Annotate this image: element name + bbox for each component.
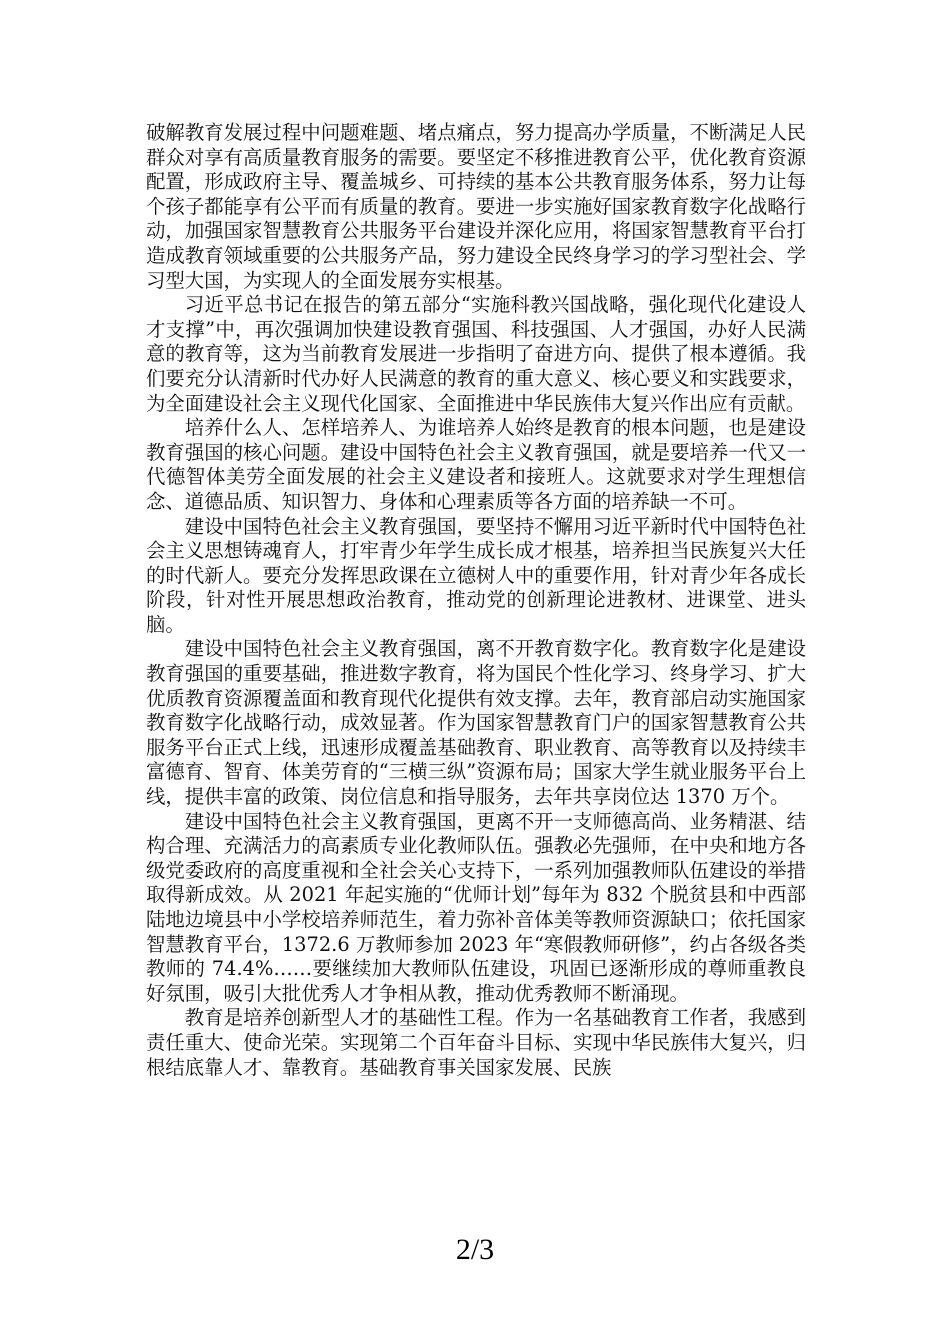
paragraph: 培养什么人、怎样培养人、为谁培养人始终是教育的根本问题，也是建设教育强国的核心问题。建设中国特色社会主义教育强国，就是要培养一代又一代德智体美劳全面发展的社会主义建设者和接班人。这就要求对学生理想信念、道德品质、知识智力、身体和心理素质等各方面的培养缺一不可。	[146, 416, 806, 513]
paragraph: 建设中国特色社会主义教育强国，离不开教育数字化。教育数字化是建设教育强国的重要基础，推进数字教育，将为国民个性化学习、终身学习、扩大优质教育资源覆盖面和教育现代化提供有效支撑。去年，教育部启动实施国家教育数字化战略行动，成效显著。作为国家智慧教育门户的国家智慧教育公共服务平台正式上线，迅速形成覆盖基础教育、职业教育、高等教育以及持续丰富德育、智育、体美劳育的“三横三纵”资源布局；国家大学生就业服务平台上线，提供丰富的政策、岗位信息和指导服务，去年共享岗位达 1370 万个。	[146, 637, 806, 809]
paragraph: 教育是培养创新型人才的基础性工程。作为一名基础教育工作者，我感到责任重大、使命光荣。实现第二个百年奋斗目标、实现中华民族伟大复兴，归根结底靠人才、靠教育。基础教育事关国家发展、民族	[146, 1006, 806, 1079]
paragraph: 建设中国特色社会主义教育强国，要坚持不懈用习近平新时代中国特色社会主义思想铸魂育人，打牢青少年学生成长成才根基，培养担当民族复兴大任的时代新人。要充分发挥思政课在立德树人中的重要作用，针对青少年各成长阶段，针对性开展思想政治教育，推动党的创新理论进教材、进课堂、进头脑。	[146, 514, 806, 636]
paragraph: 习近平总书记在报告的第五部分“实施科教兴国战略，强化现代化建设人才支撑”中，再次强调加快建设教育强国、科技强国、人才强国，办好人民满意的教育等，这为当前教育发展进一步指明了奋进方向、提供了根本遵循。我们要充分认清新时代办好人民满意的教育的重大意义、核心要义和实践要求，为全面建设社会主义现代化国家、全面推进中华民族伟大复兴作出应有贡献。	[146, 293, 806, 415]
page-number: 2/3	[455, 1233, 495, 1266]
document-body	[146, 121, 806, 1080]
paragraph: 建设中国特色社会主义教育强国，更离不开一支师德高尚、业务精湛、结构合理、充满活力的高素质专业化教师队伍。强教必先强师，在中央和地方各级党委政府的高度重视和全社会关心支持下，一系列加强教师队伍建设的举措取得新成效。从 2021 年起实施的“优师计划”每年为 832 个脱贫县和中西部陆地边境县中小学校培养师范生，着力弥补音体美等教师资源缺口；依托国家智慧教育平台，1372.6 万教师参加 2023 年“寒假教师研修”，约占各级各类教师的 74.4%……要继续加大教师队伍建设，巩固已逐渐形成的尊师重教良好氛围，吸引大批优秀人才争相从教，推动优秀教师不断涌现。	[146, 809, 806, 1005]
paragraph-continued: 破解教育发展过程中问题难题、堵点痛点，努力提高办学质量，不断满足人民群众对享有高质量教育服务的需要。要坚定不移推进教育公平，优化教育资源配置，形成政府主导、覆盖城乡、可持续的基本公共教育服务体系，努力让每个孩子都能享有公平而有质量的教育。要进一步实施好国家教育数字化战略行动，加强国家智慧教育公共服务平台建设并深化应用，将国家智慧教育平台打造成教育领域重要的公共服务产品，努力建设全民终身学习的学习型社会、学习型大国，为实现人的全面发展夯实根基。	[146, 121, 806, 292]
